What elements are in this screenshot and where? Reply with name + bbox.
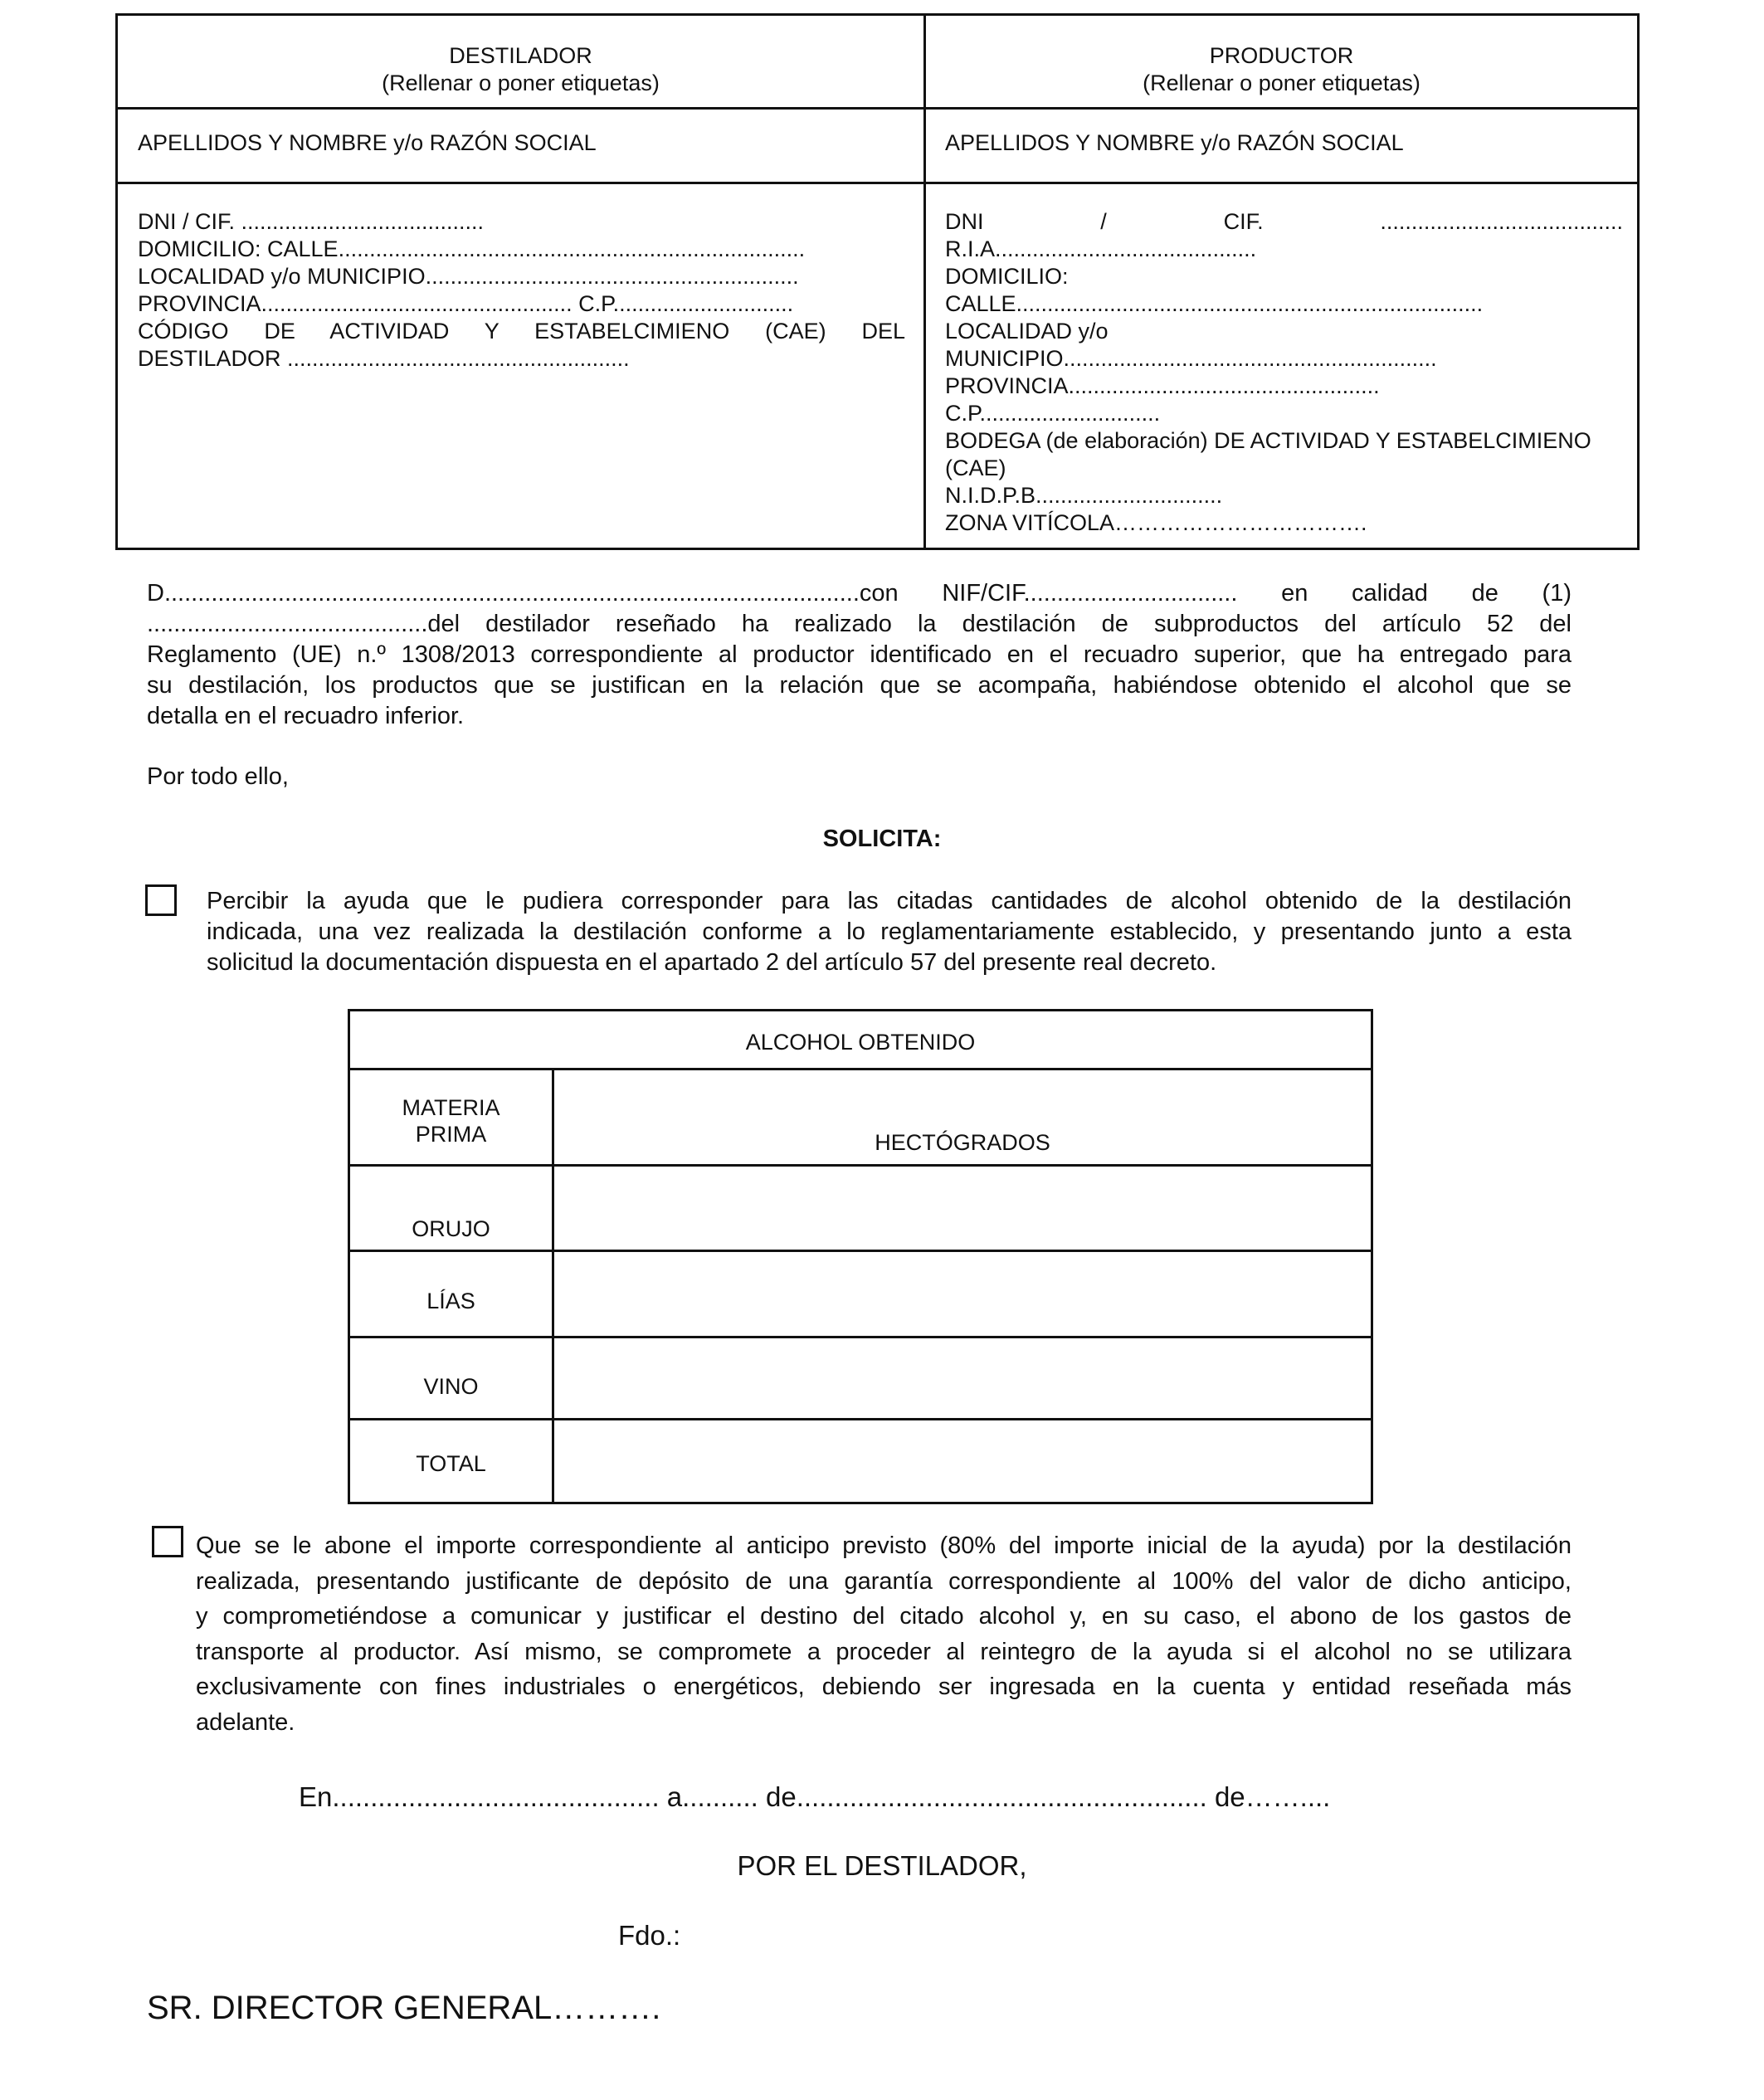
productor-field-cae: (CAE) <box>945 456 1006 480</box>
col-materia-l1: MATERIA <box>402 1095 500 1120</box>
row-divider <box>118 107 1637 110</box>
destilador-field-domicilio: DOMICILIO: CALLE........................................................................... <box>138 236 806 261</box>
destilador-field-cae-cont: DESTILADOR ....................................................... <box>138 346 630 371</box>
fdo-label: Fdo.: <box>618 1920 681 1951</box>
destilador-title: DESTILADOR <box>449 43 592 68</box>
productor-field-bodega: BODEGA (de elaboración) DE ACTIVIDAD Y ESTABELCIMIENO <box>945 428 1591 453</box>
productor-field-domicilio: DOMICILIO: <box>945 264 1069 289</box>
col-materia-prima <box>350 1094 552 1147</box>
productor-name-label: APELLIDOS Y NOMBRE y/o RAZÓN SOCIAL <box>945 130 1404 155</box>
destilador-fields <box>138 208 905 373</box>
option2-line: realizada, presentando justificante de depósito de una garantía correspondiente al 100% del valor de dicho anticipo, <box>196 1567 1572 1595</box>
destilador-field-localidad: LOCALIDAD y/o MUNICIPIO............................................................ <box>138 264 799 289</box>
table-rule <box>350 1336 1371 1338</box>
cif-label: CIF. <box>1223 209 1264 234</box>
productor-field-localidad: LOCALIDAD y/o <box>945 319 1109 344</box>
option2-line: transporte al productor. Así mismo, se compromete a proceder al reintegro de la ayuda si el alcohol no se utilizara <box>196 1638 1572 1665</box>
productor-field-municipio: MUNICIPIO............................................................ <box>945 346 1437 371</box>
row-orujo: ORUJO <box>412 1216 490 1241</box>
destilador-field-provincia: PROVINCIA.................................................. C.P............................. <box>138 291 794 316</box>
option2-text <box>196 1528 1572 1740</box>
option1-line: solicitud la documentación dispuesta en el apartado 2 del artículo 57 del presente real decreto. <box>207 949 1217 976</box>
option2-checkbox[interactable] <box>152 1526 183 1557</box>
row-vino: VINO <box>423 1374 479 1399</box>
table-rule <box>350 1418 1371 1420</box>
dni-slash: / <box>1100 209 1107 234</box>
option1-text <box>207 886 1572 978</box>
solicita-heading: SOLICITA: <box>822 826 942 852</box>
dni-dots: ....................................... <box>1380 209 1623 234</box>
alcohol-table <box>348 1009 1373 1504</box>
alcohol-table-title: ALCOHOL OBTENIDO <box>745 1030 976 1055</box>
por-el-destilador: POR EL DESTILADOR, <box>737 1850 1027 1881</box>
destilador-field-dni: DNI / CIF. ....................................... <box>138 209 485 234</box>
declaration-line: ..........................................del destilador reseñado ha realizado la destilación de subproductos del artículo 52 del <box>147 611 1572 637</box>
option2-line: exclusivamente con fines industriales o energéticos, debiendo ser ingresada en la cuenta y entidad reseñada más <box>196 1674 1572 1700</box>
declaration-line: su destilación, los productos que se justifican en la relación que se acompaña, habiéndose obtenido el alcohol que se <box>147 672 1572 699</box>
col-materia-l2: PRIMA <box>415 1122 487 1147</box>
destilador-subtitle: (Rellenar o poner etiquetas) <box>382 71 660 95</box>
destilador-header <box>118 42 923 97</box>
director-general: SR. DIRECTOR GENERAL………. <box>147 1990 661 2026</box>
declaration-line: D........................................................................................................con NIF/CIF................................ en calidad de (1) <box>147 580 1572 607</box>
date-line: En........................................... a.......... de...................................................... de…….... <box>299 1781 1331 1812</box>
option1-line: Percibir la ayuda que le pudiera corresponder para las citadas cantidades de alcohol obtenido de la destilación <box>207 888 1572 914</box>
productor-title: PRODUCTOR <box>1209 43 1354 68</box>
productor-field-zona: ZONA VITÍCOLA……………………………. <box>945 510 1367 535</box>
option1-checkbox[interactable] <box>145 884 177 916</box>
option2-line: y comprometiéndose a comunicar y justificar el destino del citado alcohol y, en su caso, el abono de los gastos de <box>196 1603 1572 1630</box>
productor-field-dni <box>945 208 1623 236</box>
productor-field-ria: R.I.A.......................................... <box>945 236 1257 261</box>
row-lias: LÍAS <box>426 1289 475 1313</box>
productor-fields <box>945 208 1623 537</box>
row-total: TOTAL <box>416 1451 486 1476</box>
col-hectogrados: HECTÓGRADOS <box>875 1130 1050 1155</box>
productor-subtitle: (Rellenar o poner etiquetas) <box>1143 71 1420 95</box>
table-rule <box>350 1250 1371 1252</box>
identification-table <box>115 13 1640 550</box>
declaration-paragraph <box>147 578 1572 732</box>
productor-field-cp: C.P............................. <box>945 401 1161 426</box>
destilador-name-label: APELLIDOS Y NOMBRE y/o RAZÓN SOCIAL <box>138 130 597 155</box>
productor-field-provincia: PROVINCIA.................................................. <box>945 373 1380 398</box>
dni-label: DNI <box>945 209 984 234</box>
option1-line: indicada, una vez realizada la destilación conforme a lo reglamentariamente establecido, y presentando junto a esta <box>207 918 1572 945</box>
row-divider <box>118 182 1637 184</box>
destilador-field-cae: CÓDIGO DE ACTIVIDAD Y ESTABELCIMIENO (CAE) DEL <box>138 319 905 344</box>
declaration-line: detalla en el recuadro inferior. <box>147 703 465 729</box>
table-rule <box>350 1068 1371 1070</box>
productor-header <box>926 42 1637 97</box>
productor-field-calle: CALLE........................................................................... <box>945 291 1484 316</box>
option2-line: adelante. <box>196 1708 295 1736</box>
por-todo-text: Por todo ello, <box>147 763 289 790</box>
declaration-line: Reglamento (UE) n.º 1308/2013 correspondiente al productor identificado en el recuadro superior, que ha entregado para <box>147 641 1572 668</box>
option2-line: Que se le abone el importe correspondiente al anticipo previsto (80% del importe inicial de la ayuda) por la destilación <box>196 1532 1572 1559</box>
table-rule <box>350 1164 1371 1167</box>
productor-field-nidpb: N.I.D.P.B.............................. <box>945 483 1223 508</box>
